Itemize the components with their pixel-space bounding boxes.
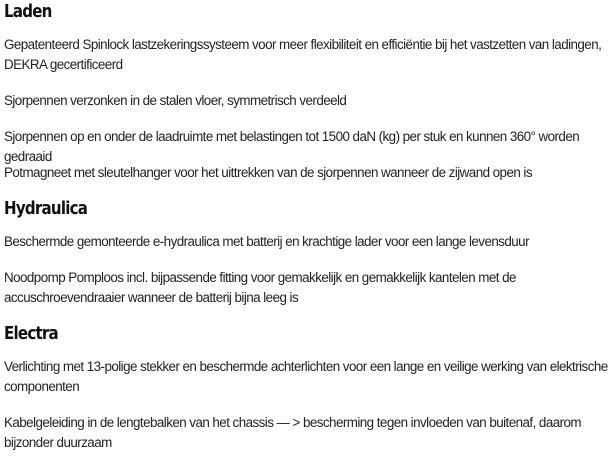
paragraph-laden-1: Gepatenteerd Spinlock lastzekeringssysteem voor meer flexibiliteit en efficiëntie bij het vastzetten van ladingen, DEKRA gecertificeerd (4, 37, 602, 72)
paragraph-laden-2: Sjorpennen verzonken in de stalen vloer, symmetrisch verdeeld (4, 93, 347, 108)
paragraph-laden-3: Sjorpennen op en onder de laadruimte met belastingen tot 1500 daN (kg) per stuk en kunnen 360° worden gedraaid (4, 129, 580, 164)
paragraph-hydraulica-1: Beschermde gemonteerde e-hydraulica met batterij en krachtige lader voor een lange levensduur (4, 234, 529, 249)
section-title-laden: Laden (4, 2, 52, 22)
paragraph-hydraulica-2: Noodpomp Pomploos incl. bijpassende fitting voor gemakkelijk en gemakkelijk kantelen met de accuschroevendraaier wanneer de batterij bijna leeg is (4, 270, 516, 305)
paragraph-laden-4: Potmagneet met sleutelhanger voor het uittrekken van de sjorpennen wanneer de zijwand open is (4, 165, 532, 180)
section-title-hydraulica: Hydraulica (4, 199, 88, 219)
paragraph-electra-1: Verlichting met 13-polige stekker en beschermde achterlichten voor een lange en veilige werking van elektrische componenten (4, 359, 608, 394)
section-title-electra: Electra (4, 324, 58, 344)
paragraph-electra-2: Kabelgeleiding in de lengtebalken van het chassis — > bescherming tegen invloeden van buitenaf, daarom bijzonder duurzaam (4, 415, 582, 450)
